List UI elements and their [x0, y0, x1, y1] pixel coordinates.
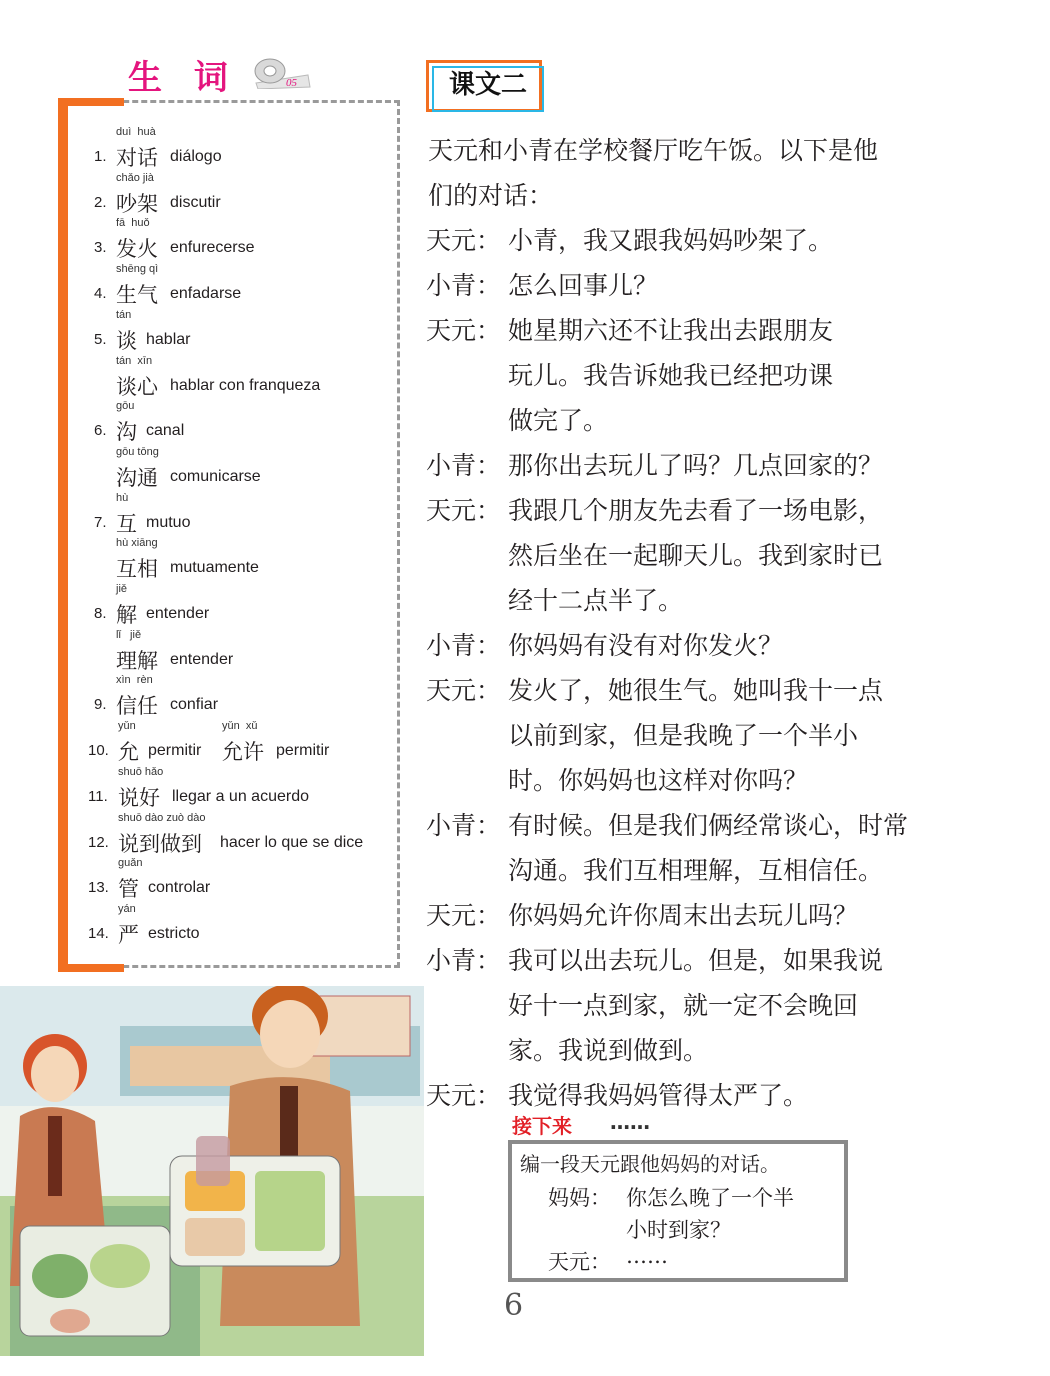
- vocabulary-spanish: permitir: [148, 742, 202, 759]
- vocabulary-pinyin: yǔn: [118, 720, 136, 732]
- vocabulary-spanish: entender: [170, 651, 234, 668]
- dialogue-line: 我可以出去玩儿。但是，如果我说: [508, 946, 884, 975]
- dialogue-line: 小青，我又跟我妈妈吵架了。: [508, 226, 834, 255]
- vocabulary-hanzi: 吵架: [116, 192, 158, 216]
- vocabulary-item: [86, 720, 396, 766]
- vocabulary-number: 11.: [88, 788, 108, 805]
- dialogue-speaker: 小青：: [426, 631, 502, 660]
- dialogue-text: [508, 218, 926, 263]
- vocabulary-number: 8.: [94, 605, 107, 622]
- next-section-dots: ……: [610, 1110, 650, 1134]
- vocabulary-hanzi: 沟: [116, 420, 137, 444]
- dialogue-turn: [426, 218, 926, 263]
- dialogue-turn: [426, 308, 926, 443]
- dialogue-line: 怎么回事儿？: [508, 271, 659, 300]
- vocabulary-pinyin: shuō dào zuò dào: [118, 812, 206, 824]
- vocabulary-spanish: hablar con franqueza: [170, 377, 321, 394]
- dialogue-speaker: 天元：: [426, 316, 502, 345]
- dialogue-text: [508, 668, 926, 803]
- dialogue-speaker: 天元：: [426, 226, 502, 255]
- vocabulary-number: 13.: [88, 879, 109, 896]
- vocabulary-spanish: llegar a un acuerdo: [172, 788, 309, 805]
- vocabulary-pinyin: shuō hǎo: [118, 766, 164, 778]
- vocabulary-item: [86, 492, 396, 538]
- vocabulary-hanzi: 管: [118, 877, 139, 901]
- dialogue-turn: [426, 623, 926, 668]
- vocabulary-hanzi: 说到做到: [118, 832, 202, 856]
- lesson-title: 课文二: [448, 70, 527, 100]
- dialogue-speaker: 小青：: [426, 271, 502, 300]
- audio-track-number: 05: [286, 77, 297, 89]
- vocabulary-item: [86, 263, 396, 309]
- vocabulary-accent-bottom: [58, 964, 124, 972]
- dialogue-line: 我跟几个朋友先去看了一场电影，: [508, 496, 884, 525]
- dialogue-text: [508, 803, 926, 893]
- vocabulary-pinyin: guǎn: [118, 857, 143, 869]
- vocabulary-item: [86, 903, 396, 949]
- dialogue-line: 做完了。: [508, 406, 609, 435]
- vocabulary-item: [86, 446, 396, 492]
- vocabulary-item: [86, 309, 396, 355]
- intro-line-1: 天元和小青在学校餐厅吃午饭。以下是他: [428, 136, 879, 165]
- vocabulary-number: 2.: [94, 194, 107, 211]
- vocabulary-item: [86, 857, 396, 903]
- vocabulary-number: 7.: [94, 514, 107, 531]
- vocabulary-hanzi: 理解: [116, 649, 158, 673]
- vocabulary-item: [86, 355, 396, 401]
- vocabulary-spanish: permitir: [276, 742, 330, 759]
- vocabulary-pinyin: chǎo jià: [116, 172, 154, 184]
- vocabulary-hanzi: 允许: [222, 740, 264, 764]
- vocabulary-number: 9.: [94, 696, 107, 713]
- task-line-mom-1: 你怎么晚了一个半: [626, 1186, 794, 1210]
- task-instruction: 编一段天元跟他妈妈的对话。: [520, 1152, 780, 1176]
- vocabulary-hanzi: 发火: [116, 237, 158, 261]
- vocabulary-hanzi: 允: [118, 740, 139, 764]
- vocabulary-hanzi: 解: [116, 603, 137, 627]
- vocabulary-hanzi: 互: [116, 512, 137, 536]
- vocabulary-pinyin: tán: [116, 309, 132, 321]
- vocabulary-spanish: enfadarse: [170, 285, 242, 302]
- dialogue-turn: [426, 668, 926, 803]
- vocabulary-spanish: hablar: [146, 331, 191, 348]
- dialogue-turn: [426, 893, 926, 938]
- task-line-tianyuan: ……: [626, 1244, 668, 1268]
- vocabulary-item: [86, 583, 396, 629]
- vocabulary-pinyin: gōu tōng: [116, 446, 159, 458]
- vocabulary-pinyin: lǐ jiě: [116, 629, 142, 641]
- vocabulary-item: [86, 126, 396, 172]
- vocabulary-accent-bar: [58, 98, 68, 972]
- dialogue-speaker: 小青：: [426, 811, 502, 840]
- task-speaker-tianyuan: 天元：: [548, 1250, 611, 1274]
- vocabulary-pinyin: duì huà: [116, 126, 156, 138]
- vocabulary-accent-top: [58, 98, 124, 106]
- vocabulary-pinyin: yǔn xǔ: [222, 720, 258, 732]
- vocabulary-item: [86, 400, 396, 446]
- vocabulary-spanish: estricto: [148, 925, 200, 942]
- vocabulary-hanzi: 互相: [116, 557, 158, 581]
- vocabulary-spanish: confiar: [170, 696, 219, 713]
- dialogue-line: 她星期六还不让我出去跟朋友: [508, 316, 834, 345]
- vocabulary-hanzi: 谈心: [116, 375, 158, 399]
- vocabulary-spanish: comunicarse: [170, 468, 261, 485]
- dialogue-line: 发火了，她很生气。她叫我十一点: [508, 676, 884, 705]
- intro-line-2: 们的对话：: [428, 181, 554, 210]
- vocabulary-spanish: diálogo: [170, 148, 222, 165]
- vocabulary-item: [86, 674, 396, 720]
- dialogue-text: [508, 308, 926, 443]
- vocabulary-number: 3.: [94, 239, 107, 256]
- dialogue-speaker: 小青：: [426, 451, 502, 480]
- dialogue-speaker: 天元：: [426, 676, 502, 705]
- vocabulary-pinyin: hù xiāng: [116, 537, 158, 549]
- lesson-intro: [428, 128, 928, 218]
- dialogue-line: 时。你妈妈也这样对你吗？: [508, 766, 809, 795]
- next-section-label: 接下来: [512, 1114, 572, 1138]
- vocabulary-hanzi: 沟通: [116, 466, 158, 490]
- vocabulary-item: [86, 537, 396, 583]
- dialogue-line: 好十一点到家，就一定不会晚回: [508, 991, 859, 1020]
- vocabulary-number: 10.: [88, 742, 109, 759]
- vocabulary-spanish: canal: [146, 422, 185, 439]
- dialogue-line: 有时候。但是我们俩经常谈心，时常: [508, 811, 909, 840]
- vocabulary-number: 12.: [88, 834, 109, 851]
- vocabulary-pinyin: hù: [116, 492, 129, 504]
- dialogue-line: 家。我说到做到。: [508, 1036, 709, 1065]
- dialogue-speaker: 天元：: [426, 496, 502, 525]
- dialogue-speaker: 天元：: [426, 1081, 502, 1110]
- vocabulary-spanish: hacer lo que se dice: [220, 834, 364, 851]
- dialogue-text: [508, 443, 926, 488]
- vocabulary-hanzi: 信任: [116, 694, 158, 718]
- vocabulary-spanish: mutuo: [146, 514, 191, 531]
- dialogue-line: 经十二点半了。: [508, 586, 684, 615]
- vocabulary-hanzi: 严: [118, 923, 139, 947]
- vocabulary-pinyin: tán xīn: [116, 355, 153, 367]
- dialogue-text: [508, 938, 926, 1073]
- dialogue-turn: [426, 263, 926, 308]
- dialogue-turn: [426, 803, 926, 893]
- vocabulary-item: [86, 217, 396, 263]
- vocabulary-spanish: entender: [146, 605, 210, 622]
- vocabulary-number: 1.: [94, 148, 107, 165]
- vocabulary-item: [86, 766, 396, 812]
- dialogue-line: 然后坐在一起聊天儿。我到家时已: [508, 541, 884, 570]
- vocabulary-hanzi: 对话: [116, 146, 158, 170]
- dialogue-text: [508, 488, 926, 623]
- dialogue-speaker: 天元：: [426, 901, 502, 930]
- dialogue-text: [508, 893, 926, 938]
- vocabulary-spanish: mutuamente: [170, 559, 259, 576]
- page-number: 6: [504, 1288, 524, 1323]
- vocabulary-number: 6.: [94, 422, 107, 439]
- dialogue-speaker: 小青：: [426, 946, 502, 975]
- audio-cd-icon[interactable]: [250, 55, 312, 89]
- vocabulary-spanish: enfurecerse: [170, 239, 255, 256]
- vocabulary-item: [86, 629, 396, 675]
- dialogue-turn: [426, 488, 926, 623]
- dialogue-line: 那你出去玩儿了吗？几点回家的？: [508, 451, 884, 480]
- vocabulary-hanzi: 说好: [118, 786, 160, 810]
- dialogue-line: 你妈妈有没有对你发火？: [508, 631, 784, 660]
- vocabulary-number: 5.: [94, 331, 107, 348]
- vocabulary-number: 4.: [94, 285, 107, 302]
- vocabulary-pinyin: yán: [118, 903, 136, 915]
- cafeteria-illustration: [0, 986, 424, 1356]
- task-speaker-mom: 妈妈：: [548, 1186, 611, 1210]
- vocabulary-pinyin: gōu: [116, 400, 135, 412]
- dialogue-turn: [426, 443, 926, 488]
- vocabulary-title: 生 词: [128, 58, 238, 98]
- vocabulary-pinyin: shēng qì: [116, 263, 159, 275]
- dialogue-turn: [426, 938, 926, 1073]
- vocabulary-number: 14.: [88, 925, 109, 942]
- vocabulary-pinyin: xìn rèn: [116, 674, 153, 686]
- dialogue-line: 沟通。我们互相理解，互相信任。: [508, 856, 884, 885]
- vocabulary-item: [86, 812, 396, 858]
- dialogue-line: 我觉得我妈妈管得太严了。: [508, 1081, 809, 1110]
- vocabulary-hanzi: 谈: [116, 329, 137, 353]
- dialogue-text: [508, 623, 926, 668]
- dialogue-turn: [426, 1073, 926, 1118]
- vocabulary-pinyin: fā huǒ: [116, 217, 150, 229]
- vocabulary-spanish: controlar: [148, 879, 211, 896]
- vocabulary-hanzi: 生气: [116, 283, 158, 307]
- vocabulary-item: [86, 172, 396, 218]
- dialogue-text: [508, 263, 926, 308]
- dialogue-line: 你妈妈允许你周末出去玩儿吗？: [508, 901, 859, 930]
- vocabulary-pinyin: jiě: [116, 583, 128, 595]
- dialogue-line: 玩儿。我告诉她我已经把功课: [508, 361, 834, 390]
- task-line-mom-2: 小时到家？: [626, 1218, 731, 1242]
- vocabulary-spanish: discutir: [170, 194, 221, 211]
- dialogue-line: 以前到家，但是我晚了一个半小: [508, 721, 859, 750]
